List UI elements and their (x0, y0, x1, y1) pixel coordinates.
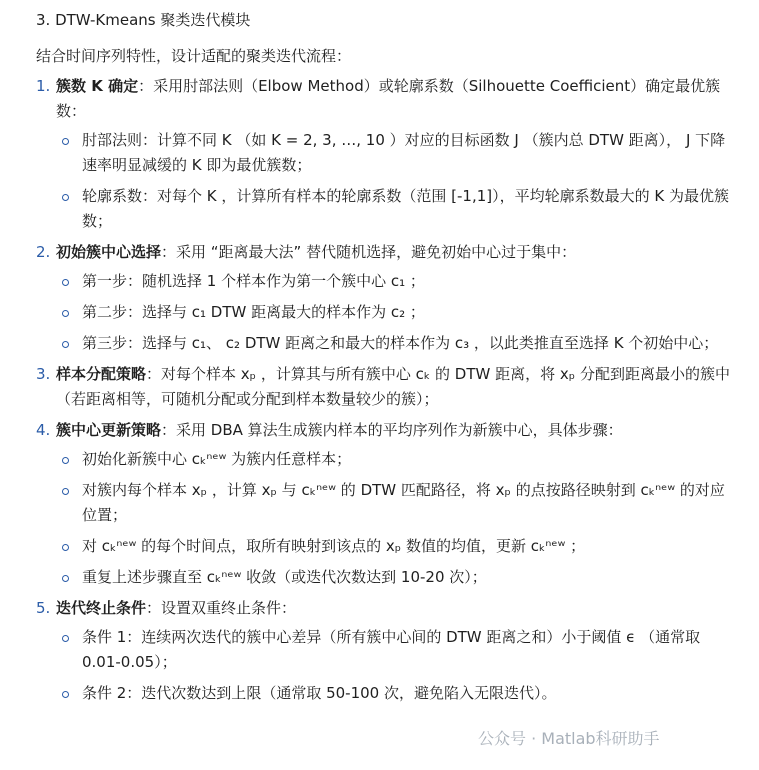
circle-bullet-icon (62, 194, 69, 201)
circle-bullet-icon (62, 488, 69, 495)
item-number: 2. (36, 243, 51, 261)
sub-list-item (56, 184, 739, 234)
step-list (0, 74, 759, 712)
list-item (0, 596, 759, 706)
sub-list-item (56, 625, 739, 675)
list-item (0, 240, 759, 356)
sub-item-text: 第三步：选择与 c₁、 c₂ DTW 距离之和最大的样本作为 c₃ ，以此类推直至选择 K 个初始中心； (82, 334, 719, 352)
item-text: ：设置双重终止条件： (146, 599, 297, 617)
intro-text: 结合时间序列特性，设计适配的聚类迭代流程： (36, 47, 352, 65)
item-heading (56, 240, 739, 265)
circle-bullet-icon (62, 457, 69, 464)
sub-list-item (56, 331, 739, 356)
sub-list (56, 447, 739, 590)
sub-list (56, 269, 739, 356)
sub-item-text: 对簇内每个样本 xₚ ，计算 xₚ 与 cₖⁿᵉʷ 的 DTW 匹配路径，将 xₚ 的点按路径映射到 cₖⁿᵉʷ 的对应位置； (82, 481, 725, 524)
sub-list-item (56, 300, 739, 325)
sub-list-item (56, 447, 739, 472)
list-item (0, 362, 759, 412)
circle-bullet-icon (62, 691, 69, 698)
item-number: 3. (36, 365, 51, 383)
item-heading (56, 596, 739, 621)
sub-list-item (56, 478, 739, 528)
sub-item-text: 条件 2：迭代次数达到上限（通常取 50-100 次，避免陷入无限迭代）。 (82, 684, 557, 702)
sub-list-item (56, 565, 739, 590)
sub-item-text: 初始化新簇中心 cₖⁿᵉʷ 为簇内任意样本； (82, 450, 352, 468)
sub-list-item (56, 128, 739, 178)
sub-list-item (56, 534, 739, 559)
circle-bullet-icon (62, 279, 69, 286)
sub-item-text: 轮廓系数：对每个 K ，计算所有样本的轮廓系数（范围 [-1,1]），平均轮廓系数最大的 K 为最优簇数； (82, 187, 729, 230)
item-heading (56, 418, 739, 443)
item-bold-label: 簇中心更新策略 (56, 421, 162, 439)
sub-item-text: 第一步：随机选择 1 个样本作为第一个簇中心 c₁ ； (82, 272, 425, 290)
watermark: 公众号 · Matlab科研助手 (478, 729, 660, 748)
item-number: 4. (36, 421, 51, 439)
sub-list (56, 625, 739, 706)
circle-bullet-icon (62, 310, 69, 317)
sub-list-item (56, 269, 739, 294)
section-title: 3. DTW-Kmeans 聚类迭代模块 (36, 11, 251, 29)
item-bold-label: 样本分配策略 (56, 365, 147, 383)
item-bold-label: 簇数 K 确定 (56, 77, 139, 95)
sub-list (56, 128, 739, 234)
sub-list-item (56, 681, 739, 706)
list-item (0, 418, 759, 590)
item-text: ：采用肘部法则（Elbow Method）或轮廓系数（Silhouette Coefficient）确定最优簇数： (56, 77, 721, 120)
item-heading (56, 74, 739, 124)
list-item (0, 74, 759, 234)
circle-bullet-icon (62, 138, 69, 145)
circle-bullet-icon (62, 544, 69, 551)
item-number: 5. (36, 599, 51, 617)
item-text: ：对每个样本 xₚ ，计算其与所有簇中心 cₖ 的 DTW 距离，将 xₚ 分配到距离最小的簇中（若距离相等，可随机分配或分配到样本数量较少的簇）； (56, 365, 730, 408)
sub-item-text: 重复上述步骤直至 cₖⁿᵉʷ 收敛（或迭代次数达到 10-20 次）； (82, 568, 487, 586)
sub-item-text: 对 cₖⁿᵉʷ 的每个时间点，取所有映射到该点的 xₚ 数值的均值，更新 cₖⁿᵉʷ ； (82, 537, 586, 555)
sub-item-text: 第二步：选择与 c₁ DTW 距离最大的样本作为 c₂ ； (82, 303, 425, 321)
sub-item-text: 肘部法则：计算不同 K （如 K = 2, 3, …, 10 ）对应的目标函数 J （簇内总 DTW 距离）， J 下降速率明显减缓的 K 即为最优簇数； (82, 131, 726, 174)
item-text: ：采用 “距离最大法” 替代随机选择，避免初始中心过于集中： (161, 243, 577, 261)
circle-bullet-icon (62, 635, 69, 642)
item-heading (56, 362, 739, 412)
circle-bullet-icon (62, 341, 69, 348)
item-bold-label: 初始簇中心选择 (56, 243, 162, 261)
item-bold-label: 迭代终止条件 (56, 599, 147, 617)
item-text: ：采用 DBA 算法生成簇内样本的平均序列作为新簇中心，具体步骤： (161, 421, 623, 439)
sub-item-text: 条件 1：连续两次迭代的簇中心差异（所有簇中心间的 DTW 距离之和）小于阈值 ϵ （通常取 0.01-0.05）； (82, 628, 701, 671)
circle-bullet-icon (62, 575, 69, 582)
item-number: 1. (36, 77, 51, 95)
